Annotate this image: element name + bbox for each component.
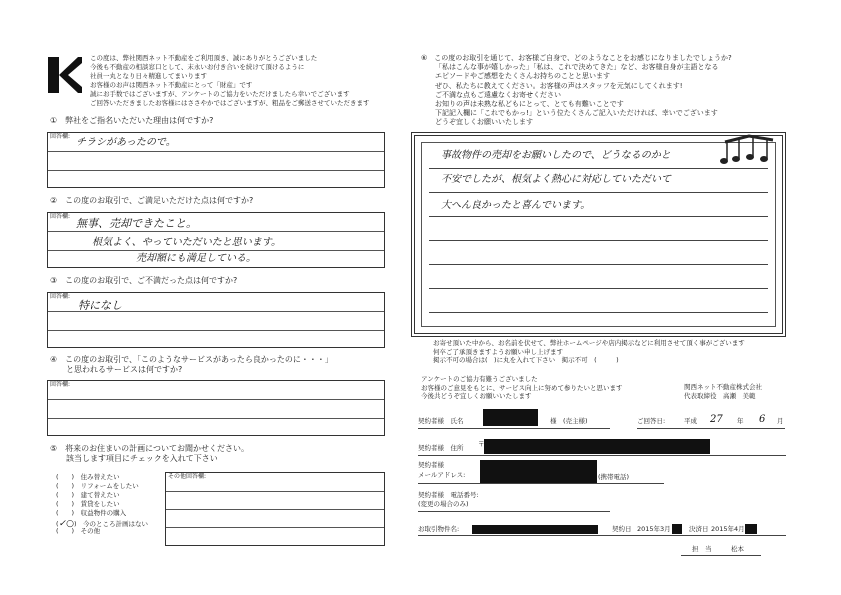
thanks-text (421, 375, 623, 401)
q6-intro-line: ぜひ、私たちに教えてください。お客様の声はスタッフを元気にしてくれます! (435, 81, 683, 90)
music-notes-icon (719, 134, 779, 168)
q2-answer-line: 無事、売却できたこと。 (76, 217, 197, 230)
q1-question (50, 116, 213, 125)
mobile-label: (携帯電話) (598, 473, 630, 481)
mail-label-1: 契約者様 (418, 461, 444, 469)
option-label: リフォームをしたい (80, 482, 139, 490)
q3-question (50, 276, 237, 285)
q6-intro-line: この度のお取引を通じて、お客様ご自身で、どのようなことをお感じになりましたでしょうか? (434, 54, 732, 62)
q2-number: ② (50, 196, 58, 205)
intro-line: この度は、弊社関西ネット不動産をご利用頂き、誠にありがとうございました (90, 54, 318, 62)
q4-text: この度のお取引で、「このようなサービスがあったら良かったのに・・・」 (65, 355, 333, 364)
redacted-settle-day (745, 524, 757, 534)
intro-line: お客様のお声は関西ネット不動産にとって「財産」です (90, 81, 253, 89)
intro-text (90, 54, 370, 108)
q4-answer-box[interactable] (47, 380, 385, 436)
q2-answer-box[interactable] (47, 212, 385, 268)
option-label: 建て替えたい (80, 491, 120, 499)
intro-line: 誠にお手数ではございますが、アンケートのご協力をいただけましたら幸いでございます (90, 90, 350, 98)
q6-number: ⑥ (421, 54, 428, 62)
company-name: 関西ネット不動産株式会社 (684, 383, 762, 391)
checkbox-option[interactable]: ( ) 住み替えたい (56, 473, 120, 481)
q6-intro-line: エピソードやご感想をたくさんお持ちのことと思います (435, 72, 610, 81)
q4-number: ④ (50, 355, 58, 364)
q4-answer-label: 回答欄: (50, 381, 71, 388)
option-label: 賃貸をしたい (80, 500, 120, 508)
property-label: お取引物件名: (418, 525, 460, 533)
q4-question (50, 355, 333, 375)
q5-number: ⑤ (50, 444, 58, 453)
company-rep: 代表取締役 高瀬 美範 (684, 391, 756, 400)
redacted-email (480, 460, 597, 483)
check-mark: ✓○ (58, 519, 74, 529)
q3-number: ③ (50, 276, 58, 285)
q1-answer-box[interactable] (47, 132, 385, 188)
q1-text: 弊社をご指名いただいた理由は何ですか? (65, 116, 214, 125)
q5-other-box[interactable] (165, 472, 385, 546)
contract-date: 2015年3月 (637, 525, 671, 533)
q6-intro-line: 下記記入欄に「これでもかっ!」という位たくさんご記入いただければ、幸いでございます (435, 109, 718, 118)
q3-answer-box[interactable] (47, 292, 385, 348)
checkbox-option[interactable]: ( ) リフォームをしたい (56, 482, 139, 490)
staff-label: 担 当 (692, 545, 712, 553)
option-label: 住み替えたい (80, 473, 120, 481)
q6-intro-line: どうぞ宜しくお願いいたします (435, 118, 533, 127)
q3-answer: 特になし (78, 299, 122, 312)
q1-answer: チラシがあったので。 (76, 137, 176, 148)
q6-answer-line: 不安でしたが、根気よく熱心に対応していただいて (441, 174, 671, 185)
answer-month[interactable]: 6 (759, 414, 766, 425)
era-label: 平成 (684, 417, 697, 425)
intro-line: 社員一丸となり日々精進してまいります (90, 72, 207, 80)
q6-intro (421, 54, 732, 128)
tel-label-1: 契約者様 電話番号: (418, 491, 479, 499)
q6-intro-line: お知りの声は未熟な私どもにとって、とても有難いことです (435, 100, 624, 109)
settle-date: 2015年4月 (711, 525, 745, 533)
redacted-property (472, 525, 598, 534)
option-label: その他 (80, 527, 101, 535)
month-label: 月 (777, 417, 784, 425)
notice-line: お寄せ頂いた中から、お名前を伏せて、弊社ホームページや店内掲示などに利用させて頂く事がございます (433, 339, 745, 347)
contract-name-label: 契約者様 氏名 (418, 417, 464, 425)
q4-text-2: と思われるサービスは何ですか? (66, 365, 183, 374)
publication-notice (433, 339, 745, 365)
checkbox-option-checked[interactable]: (✓○) 今のところ計画はない (56, 519, 148, 529)
q2-text: この度のお取引で、ご満足いただけた点は何ですか? (65, 196, 254, 205)
q5-other-label: その他回答欄: (168, 473, 207, 480)
contract-day-label: 契約日 (612, 525, 632, 533)
notice-line: 何卒ご了承頂きますようお願い申し上げます (433, 347, 563, 356)
q2-question (50, 196, 253, 205)
redacted-address (484, 439, 710, 454)
notice-line: 掲示不可の場合は( )に丸を入れて下さい 掲示不可 ( ) (433, 356, 619, 364)
address-label: 契約者様 住所 (418, 444, 464, 452)
q1-answer-label: 回答欄: (50, 133, 71, 140)
mail-label-2: メールアドレス: (418, 471, 466, 479)
settle-day-label: 決済日 (689, 525, 709, 533)
year-label: 年 (737, 417, 744, 425)
q2-answer-label: 回答欄: (50, 213, 71, 220)
thanks-line: 今後共どうぞ宜しくお願いいたします (421, 392, 532, 400)
q6-intro-line: ご不満な点もご遠慮なくお寄せください (435, 90, 561, 99)
intro-line: ご回答いただきましたお客様にはささやかではございますが、粗品をご郵送させていただきます (90, 99, 370, 107)
q3-text: この度のお取引で、ご不満だった点は何ですか? (65, 276, 238, 285)
q6-answer-line: 大へん良かったと喜んでいます。 (441, 200, 591, 211)
company-info (684, 383, 762, 400)
sama-label: 様 (売主様) (550, 417, 588, 425)
q5-text: 将来のお住まいの計画についてお聞かせください。 (65, 444, 250, 453)
q1-number: ① (50, 116, 58, 125)
option-label: 今のところ計画はない (83, 520, 148, 528)
intro-line: 今後も不動産の相談窓口として、末永いお付き合いを続けて頂けるように (90, 63, 305, 71)
checkbox-option[interactable]: ( ) 収益物件の購入 (56, 509, 127, 517)
answer-date-label: ご回答日: (637, 417, 666, 425)
q2-answer-line: 根気よく、やっていただいたと思います。 (92, 237, 281, 248)
tel-label-2: (変更の場合のみ) (418, 500, 469, 508)
option-label: 収益物件の購入 (80, 509, 127, 517)
thanks-line: アンケートのご協力有難うございました (421, 375, 538, 383)
q5-text-2: 該当します項目にチェックを入れて下さい (66, 454, 218, 463)
staff-name: 松本 (731, 545, 744, 553)
redacted-contract-day (672, 524, 682, 534)
q6-answer-line: 事故物件の売却をお願いしたので、どうなるのかと (441, 150, 671, 161)
thanks-line: お客様のご意見をもとに、サービス向上に努めて参りたいと思います (421, 383, 623, 392)
checkbox-option[interactable]: ( ) その他 (56, 527, 101, 535)
redacted-name (483, 409, 538, 426)
postal-mark: 〒 (478, 440, 485, 448)
q3-answer-label: 回答欄: (50, 293, 71, 300)
q6-intro-line: 「私はこんな事が嬉しかった」「私は、これで決めてきた」など、お客様自身が主語となる (435, 63, 719, 72)
q5-question (50, 444, 249, 464)
company-logo (48, 57, 82, 93)
q2-answer-line: 売却額にも満足している。 (136, 253, 256, 264)
answer-year[interactable]: 27 (710, 414, 723, 425)
checkbox-option[interactable]: ( ) 賃貸をしたい (56, 500, 120, 508)
checkbox-option[interactable]: ( ) 建て替えたい (56, 491, 120, 499)
